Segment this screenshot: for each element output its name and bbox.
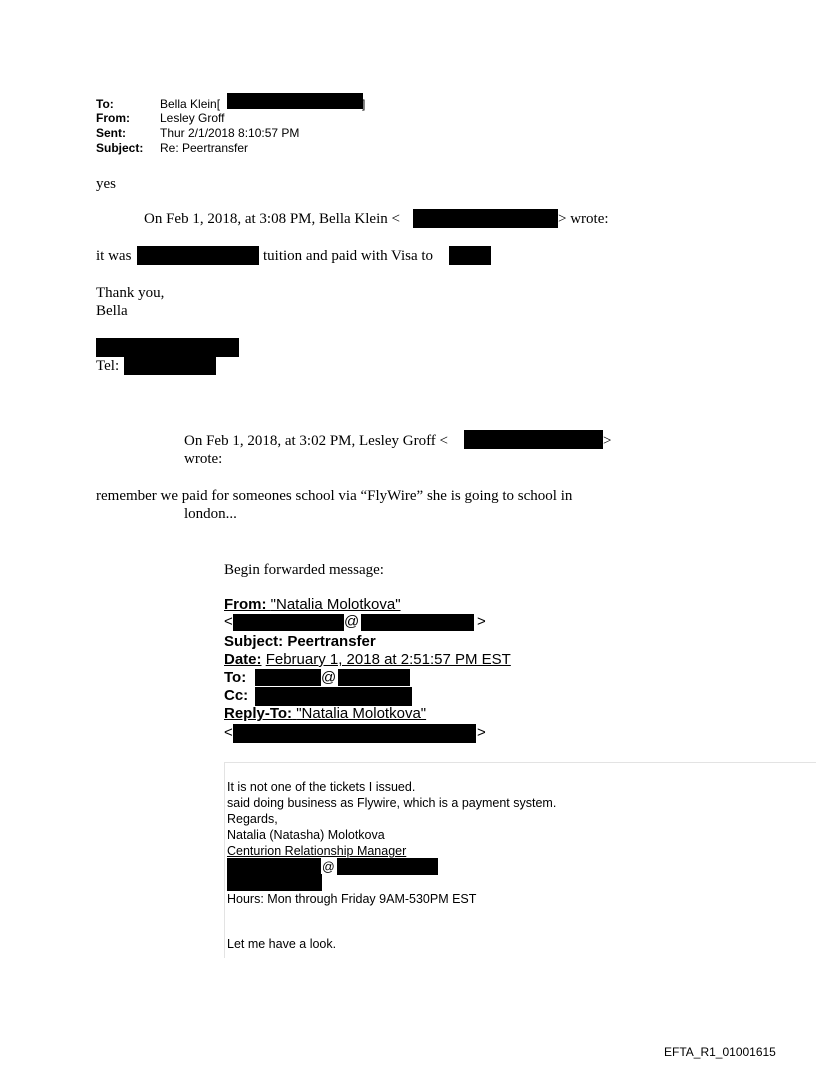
quote1-thanks: Thank you,	[96, 285, 165, 301]
reply-text: yes	[96, 176, 116, 192]
fwd-cc-label: Cc:	[224, 687, 249, 704]
fwd-at: @	[344, 613, 360, 630]
fwd-subject: Subject: Peertransfer	[224, 633, 376, 650]
fwd-replyto-label: Reply-To:	[224, 705, 293, 722]
forwarded-heading: Begin forwarded message:	[224, 562, 384, 578]
redaction	[227, 858, 321, 875]
redaction	[227, 93, 366, 111]
inner-line3: Regards,	[227, 812, 278, 826]
sent-label: Sent:	[96, 126, 126, 140]
document-id: EFTA_R1_01001615	[664, 1045, 776, 1059]
fwd-date-label: Date:	[224, 651, 262, 668]
quote1-tel: Tel:	[96, 358, 120, 374]
inner-line5: Centurion Relationship Manager	[227, 844, 407, 858]
fwd-from-value: "Natalia Molotkova"	[270, 596, 401, 613]
redaction	[124, 356, 216, 375]
fwd-gt: >	[477, 724, 486, 741]
fwd-to-label: To:	[224, 669, 247, 686]
fwd-lt: <	[224, 613, 233, 630]
fwd-date-line	[224, 652, 511, 668]
redaction	[338, 669, 410, 686]
fwd-from-label: From:	[224, 596, 267, 613]
redaction	[227, 874, 322, 891]
inner-message-border-top	[224, 762, 816, 763]
fwd-to-at: @	[321, 669, 337, 686]
quote2-message-line1: remember we paid for someones school via “FlyWire” she is going to school in	[96, 488, 573, 504]
redaction	[449, 246, 491, 265]
redaction	[233, 724, 476, 743]
inner-line2: said doing business as Flywire, which is a payment system.	[227, 796, 557, 810]
quote1-line-a: it was	[96, 248, 132, 264]
redaction	[361, 614, 474, 631]
from-label: From:	[96, 111, 130, 125]
quote1-name: Bella	[96, 303, 128, 319]
inner-last: Let me have a look.	[227, 937, 337, 951]
quote2-close: >	[603, 433, 612, 449]
redaction	[255, 669, 321, 686]
inner-at: @	[322, 860, 335, 874]
redaction	[464, 430, 603, 449]
to-close-bracket: ]	[362, 97, 366, 111]
subject-value: Re: Peertransfer	[160, 141, 249, 155]
quote1-intro: On Feb 1, 2018, at 3:08 PM, Bella Klein <	[144, 211, 400, 227]
inner-line1: It is not one of the tickets I issued.	[227, 780, 416, 794]
redaction	[255, 687, 412, 706]
redaction	[337, 858, 438, 875]
fwd-date-value: February 1, 2018 at 2:51:57 PM EST	[265, 651, 511, 668]
fwd-replyto-line	[224, 706, 426, 722]
quote1-wrote: > wrote:	[558, 211, 609, 227]
fwd-lt: <	[224, 724, 233, 741]
fwd-replyto-value: "Natalia Molotkova"	[296, 705, 427, 722]
to-label: To:	[96, 97, 114, 111]
redaction	[96, 338, 239, 357]
subject-label: Subject:	[96, 141, 144, 155]
inner-line4: Natalia (Natasha) Molotkova	[227, 828, 385, 842]
quote2-intro: On Feb 1, 2018, at 3:02 PM, Lesley Groff <	[184, 433, 448, 449]
to-value: Bella Klein[	[160, 97, 221, 111]
redaction	[137, 246, 259, 265]
redaction	[413, 209, 558, 228]
quote2-wrote: wrote:	[184, 451, 223, 467]
redaction	[233, 614, 344, 631]
inner-hours: Hours: Mon through Friday 9AM-530PM EST	[227, 892, 477, 906]
quote1-line-b: tuition and paid with Visa to	[263, 248, 434, 264]
from-value: Lesley Groff	[160, 111, 225, 125]
fwd-gt: >	[477, 613, 486, 630]
fwd-from-line	[224, 597, 401, 613]
sent-value: Thur 2/1/2018 8:10:57 PM	[160, 126, 300, 140]
inner-message-border-left	[224, 762, 225, 958]
quote2-message-line2: london...	[184, 506, 237, 522]
